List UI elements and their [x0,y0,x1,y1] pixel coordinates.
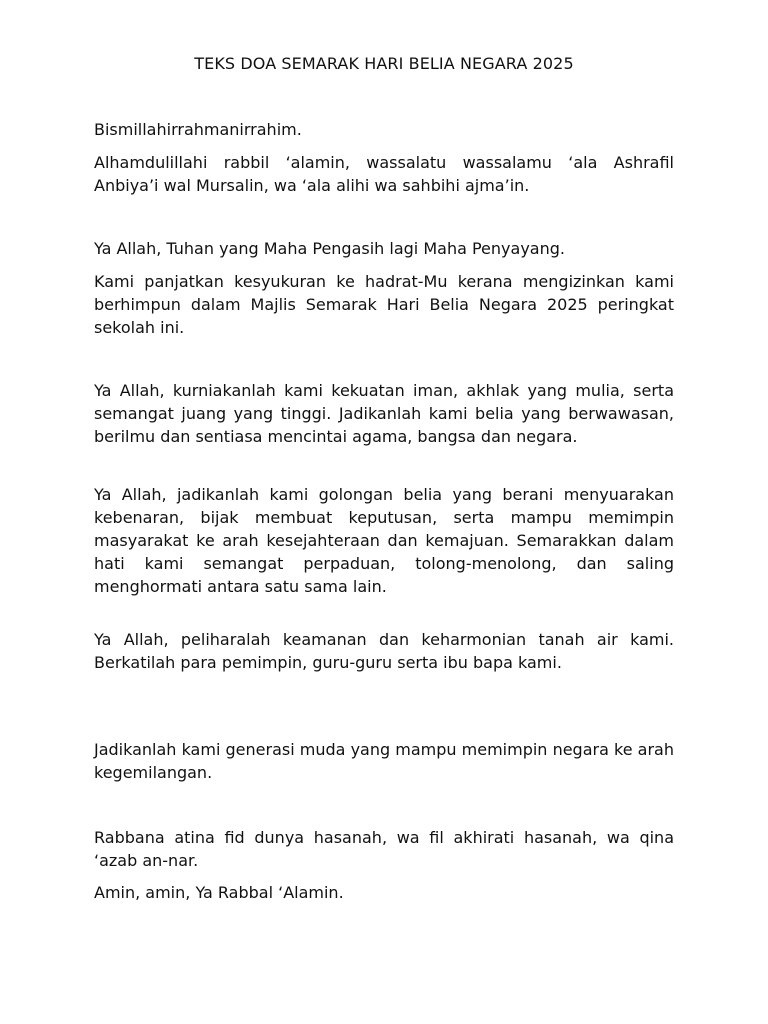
paragraph-amin: Amin, amin, Ya Rabbal ‘Alamin. [94,883,344,902]
paragraph-opening-praise: Alhamdulillahi rabbil ‘alamin, wassalatu wassalamu ‘ala Ashrafil Anbiya’i wal Mursalin, wa ‘ala alihi wa sahbihi ajma’in. [94,153,674,195]
paragraph-youth: Ya Allah, jadikanlah kami golongan belia yang berani menyuarakan kebenaran, bijak membuat keputusan, serta mampu memimpin masyarakat ke arah kesejahteraan dan kemajuan. Semarakkan dalam hati kami semangat perpaduan, tolong-menolong, dan saling menghormati antara satu sama lain. [94,485,674,596]
paragraph-invocation: Ya Allah, Tuhan yang Maha Pengasih lagi Maha Penyayang. [94,239,565,258]
paragraph-gratitude: Kami panjatkan kesyukuran ke hadrat-Mu kerana mengizinkan kami berhimpun dalam Majlis Semarak Hari Belia Negara 2025 peringkat sekolah ini. [94,272,674,337]
paragraph-generation: Jadikanlah kami generasi muda yang mampu memimpin negara ke arah kegemilangan. [94,740,674,782]
document-title: TEKS DOA SEMARAK HARI BELIA NEGARA 2025 [194,54,574,73]
paragraph-peace: Ya Allah, peliharalah keamanan dan keharmonian tanah air kami. Berkatilah para pemimpin, guru-guru serta ibu bapa kami. [94,630,674,672]
paragraph-strength: Ya Allah, kurniakanlah kami kekuatan iman, akhlak yang mulia, serta semangat juang yang tinggi. Jadikanlah kami belia yang berwawasan, berilmu dan sentiasa mencintai agama, bangsa dan negara. [94,381,674,446]
paragraph-basmalah: Bismillahirrahmanirrahim. [94,120,302,139]
paragraph-rabbana: Rabbana atina fid dunya hasanah, wa fil akhirati hasanah, wa qina ‘azab an-nar. [94,828,674,870]
